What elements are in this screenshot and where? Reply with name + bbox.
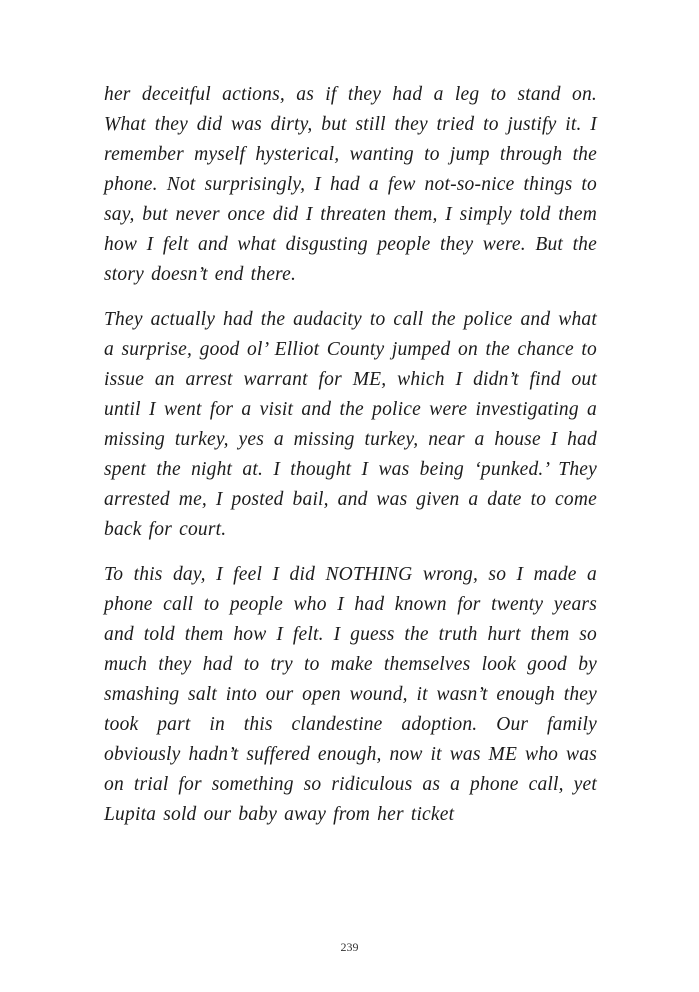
page-number: 239 [340, 940, 359, 954]
paragraph: They actually had the audacity to call the police and what a surprise, good ol’ Elliot County jumped on the chance to issue an arrest warrant for ME, which I didn’t find out until I went for a visit and the police were investigating a missing turkey, yes a missing turkey, near a house I had spent the night at. I thought I was being ‘punked.’ They arrested me, I posted bail, and was given a date to come back for court. [104, 309, 597, 540]
page-text-block [104, 80, 597, 830]
paragraph: To this day, I feel I did NOTHING wrong, so I made a phone call to people who I had known for twenty years and told them how I felt. I guess the truth hurt them so much they had to try to make themselves look good by smashing salt into our open wound, it wasn’t enough they took part in this clandestine adoption. Our family obviously hadn’t suffered enough, now it was ME who was on trial for something so ridiculous as a phone call, yet Lupita sold our baby away from her ticket [104, 564, 597, 825]
paragraph: her deceitful actions, as if they had a leg to stand on. What they did was dirty, but still they tried to justify it. I remember myself hysterical, wanting to jump through the phone. Not surprisingly, I had a few not-so-nice things to say, but never once did I threaten them, I simply told them how I felt and what disgusting people they were. But the story doesn’t end there. [104, 84, 597, 285]
